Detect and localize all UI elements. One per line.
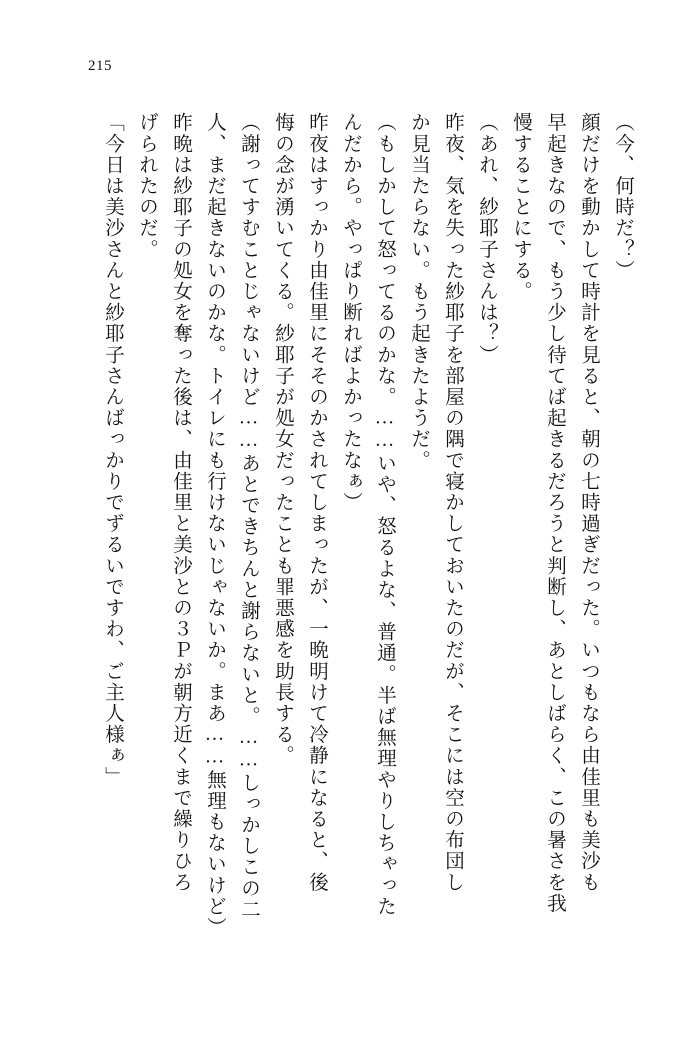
text-line: 早起きなので、もう少し待てば起きるだろうと判断し、あとしばらく、この暑さを我: [544, 112, 565, 914]
vertical-text-body: [72, 112, 632, 972]
text-line: （あれ、紗耶子さんは？）: [476, 112, 497, 366]
text-line: 昨夜、気を失った紗耶子を部屋の隅で寝かしておいたのだが、そこには空の布団し: [442, 112, 463, 893]
text-line: んだから。やっぱり断ればよかったなぁ）: [340, 112, 361, 513]
text-line: 悔の念が湧いてくる。紗耶子が処女だったことも罪悪感を助長する。: [272, 112, 293, 767]
text-line: （謝ってすむことじゃないけど……あとできちんと謝らないと。……しっかしこの二: [238, 112, 259, 920]
text-line: 「今日は美沙さんと紗耶子さんばっかりでずるいですわ、ご主人様ぁ」: [102, 112, 123, 788]
page-number: 215: [88, 58, 112, 74]
text-line: 昨夜はすっかり由佳里にそそのかされてしまったが、一晩明けて冷静になると、後: [306, 112, 327, 893]
text-line: （今、何時だ？）: [612, 112, 633, 281]
text-line: 昨晩は紗耶子の処女を奪った後は、由佳里と美沙との３Ｐが朝方近くまで繰りひろ: [170, 112, 191, 893]
text-line: 慢することにする。: [510, 112, 531, 302]
text-line: 顔だけを動かして時計を見ると、朝の七時過ぎだった。いつもなら由佳里も美沙も: [578, 112, 599, 893]
text-line: か見当たらない。もう起きたようだ。: [408, 112, 429, 471]
text-line: （もしかして怒ってるのかな。……いや、怒るよな、普通。半ば無理やりしちゃった: [374, 112, 395, 917]
text-line: 人、まだ起きないのかな。トイレにも行けないじゃないか。まあ……無理もないけど）: [204, 112, 225, 938]
text-line: げられたのだ。: [136, 112, 157, 260]
